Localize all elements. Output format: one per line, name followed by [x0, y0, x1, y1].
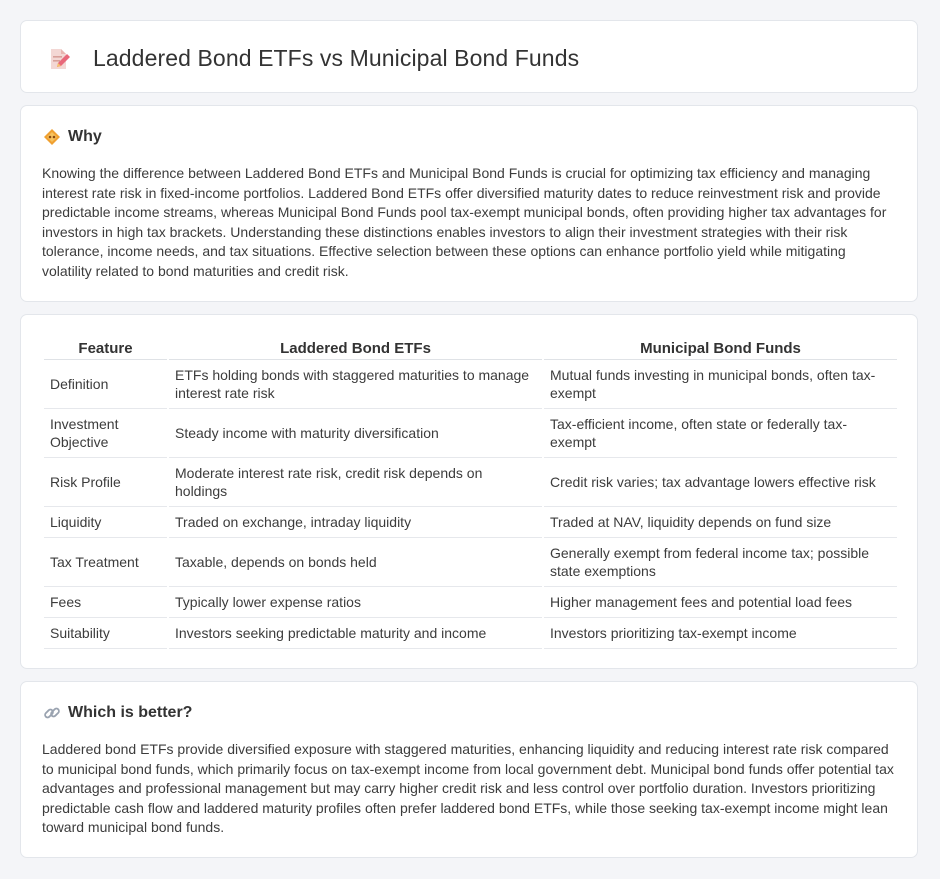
better-body: Laddered bond ETFs provide diversified exposure with staggered maturities, enhancing liquidity and reducing interest rate risk compared to municipal bond funds, which primarily focus on tax-exempt income from local government debt. Municipal bond funds offer potential tax advantages and professional management but may carry higher credit risk and less control over portfolio duration. Investors prioritizing predictable cash flow and laddered maturity profiles often prefer laddered bond ETFs, while those seeking tax-exempt income might lean toward municipal bond funds. [42, 741, 894, 835]
header-municipal: Municipal Bond Funds [544, 335, 897, 360]
row-feature: Fees [44, 587, 167, 618]
comparison-card [20, 314, 918, 669]
row-laddered: Taxable, depends on bonds held [169, 538, 542, 587]
page-title: Laddered Bond ETFs vs Municipal Bond Funds [93, 45, 580, 71]
row-municipal: Traded at NAV, liquidity depends on fund size [544, 507, 897, 538]
row-municipal: Investors prioritizing tax-exempt income [544, 618, 897, 649]
table-row [44, 360, 897, 409]
diamond-badge-icon [43, 128, 61, 146]
table-row [44, 587, 897, 618]
why-body: Knowing the difference between Laddered Bond ETFs and Municipal Bond Funds is crucial for optimizing tax efficiency and managing interest rate risk in fixed-income portfolios. Laddered Bond ETFs offer diversified maturity dates to reduce reinvestment risk and provide predictable income streams, whereas Municipal Bond Funds pool tax-exempt municipal bonds, often providing higher tax advantages for investors in high tax brackets. Understanding these distinctions enables investors to align their investment strategies with their risk tolerance, income needs, and tax situations. Effective selection between these options can enhance portfolio yield while mitigating volatility related to bond maturities and credit risk. [42, 165, 887, 279]
row-feature: Suitability [44, 618, 167, 649]
why-section [20, 105, 918, 302]
row-laddered: Moderate interest rate risk, credit risk depends on holdings [169, 458, 542, 507]
row-feature: Tax Treatment [44, 538, 167, 587]
link-icon [43, 704, 61, 722]
which-is-better-section [20, 681, 918, 858]
row-laddered: Investors seeking predictable maturity and income [169, 618, 542, 649]
table-header-row [44, 335, 897, 360]
row-municipal: Tax-efficient income, often state or federally tax-exempt [544, 409, 897, 458]
row-laddered: ETFs holding bonds with staggered maturities to manage interest rate risk [169, 360, 542, 409]
better-title: Which is better? [68, 704, 193, 721]
row-feature: Risk Profile [44, 458, 167, 507]
title-card [20, 20, 918, 93]
better-heading [43, 704, 192, 722]
title-row [47, 45, 579, 72]
row-laddered: Traded on exchange, intraday liquidity [169, 507, 542, 538]
why-heading [43, 128, 102, 146]
table-row [44, 618, 897, 649]
row-feature: Definition [44, 360, 167, 409]
row-laddered: Typically lower expense ratios [169, 587, 542, 618]
header-laddered: Laddered Bond ETFs [169, 335, 542, 360]
row-municipal: Mutual funds investing in municipal bonds, often tax-exempt [544, 360, 897, 409]
header-feature: Feature [44, 335, 167, 360]
comparison-table [42, 335, 899, 649]
table-row [44, 507, 897, 538]
table-row [44, 458, 897, 507]
why-title: Why [68, 128, 102, 145]
row-feature: Investment Objective [44, 409, 167, 458]
row-laddered: Steady income with maturity diversification [169, 409, 542, 458]
row-municipal: Generally exempt from federal income tax; possible state exemptions [544, 538, 897, 587]
row-municipal: Credit risk varies; tax advantage lowers effective risk [544, 458, 897, 507]
document-pencil-icon [47, 47, 71, 71]
row-municipal: Higher management fees and potential load fees [544, 587, 897, 618]
row-feature: Liquidity [44, 507, 167, 538]
table-row [44, 538, 897, 587]
table-row [44, 409, 897, 458]
